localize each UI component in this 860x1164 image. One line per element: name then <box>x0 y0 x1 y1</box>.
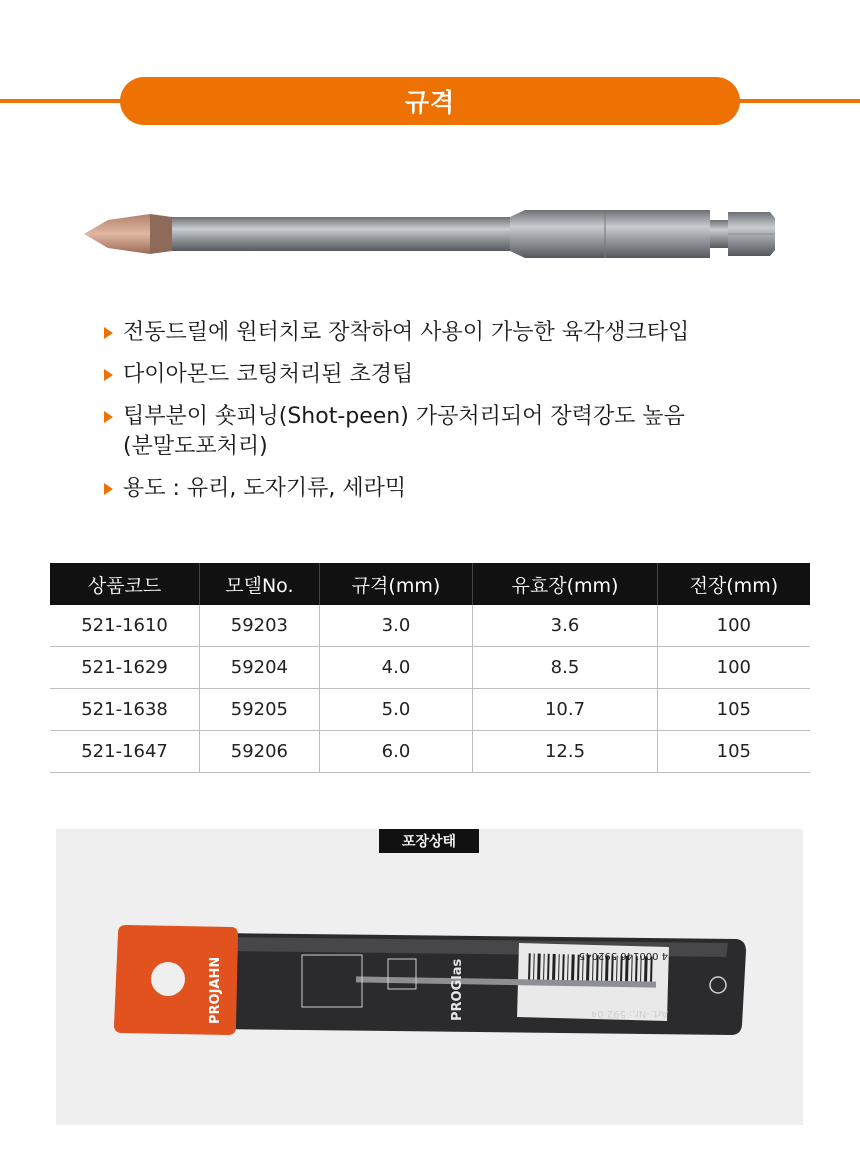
triangle-bullet-icon <box>104 369 113 381</box>
table-cell: 10.7 <box>473 689 657 731</box>
packaging-label: 포장상태 <box>379 829 479 853</box>
table-cell: 5.0 <box>319 689 473 731</box>
barcode-number-text: 4 000146 592045 <box>578 950 668 961</box>
table-cell: 59203 <box>200 605 320 647</box>
table-cell: 3.0 <box>319 605 473 647</box>
table-cell: 4.0 <box>319 647 473 689</box>
column-header: 전장(mm) <box>657 563 810 605</box>
table-cell: 521-1638 <box>50 689 200 731</box>
table-row <box>50 689 810 731</box>
feature-item <box>100 318 780 348</box>
table-row <box>50 731 810 773</box>
table-row <box>50 647 810 689</box>
brand-logo-text: PROJAHN <box>208 956 223 1024</box>
triangle-bullet-icon <box>104 411 113 423</box>
drill-bit-icon <box>80 196 780 276</box>
table-cell: 100 <box>657 647 810 689</box>
table-cell: 59205 <box>200 689 320 731</box>
packaging-section <box>56 829 803 1125</box>
column-header: 규격(mm) <box>319 563 473 605</box>
table-row <box>50 605 810 647</box>
table-cell: 59206 <box>200 731 320 773</box>
table-cell: 3.6 <box>473 605 657 647</box>
triangle-bullet-icon <box>104 327 113 339</box>
packaging-image <box>56 829 803 1125</box>
feature-item <box>100 474 780 504</box>
feature-item <box>100 360 780 390</box>
table-cell: 100 <box>657 605 810 647</box>
feature-text: 용도 : 유리, 도자기류, 세라믹 <box>123 476 407 501</box>
feature-list <box>100 318 780 516</box>
table-cell: 521-1647 <box>50 731 200 773</box>
product-line-text: PROGlas <box>450 958 465 1021</box>
table-cell: 105 <box>657 689 810 731</box>
triangle-bullet-icon <box>104 483 113 495</box>
feature-text: 전동드릴에 원터치로 장착하여 사용이 가능한 육각생크타입 <box>123 320 690 345</box>
table-cell: 105 <box>657 731 810 773</box>
column-header: 상품코드 <box>50 563 200 605</box>
table-cell: 12.5 <box>473 731 657 773</box>
feature-text: 다이아몬드 코팅처리된 초경팁 <box>123 362 414 387</box>
column-header: 모델No. <box>200 563 320 605</box>
table-header-row <box>50 563 810 605</box>
table-cell: 8.5 <box>473 647 657 689</box>
table-cell: 6.0 <box>319 731 473 773</box>
table-cell: 521-1629 <box>50 647 200 689</box>
spec-table <box>50 563 810 773</box>
table-cell: 521-1610 <box>50 605 200 647</box>
column-header: 유효장(mm) <box>473 563 657 605</box>
feature-item <box>100 402 780 462</box>
article-number-text: Art.-Nr.: 592 04 <box>590 1008 668 1019</box>
feature-text: 팁부분이 숏피닝(Shot-peen) 가공처리되어 장력강도 높음 (분말도포처리) <box>123 404 685 459</box>
table-cell: 59204 <box>200 647 320 689</box>
section-title: 규격 <box>120 77 740 125</box>
section-header <box>0 77 860 125</box>
